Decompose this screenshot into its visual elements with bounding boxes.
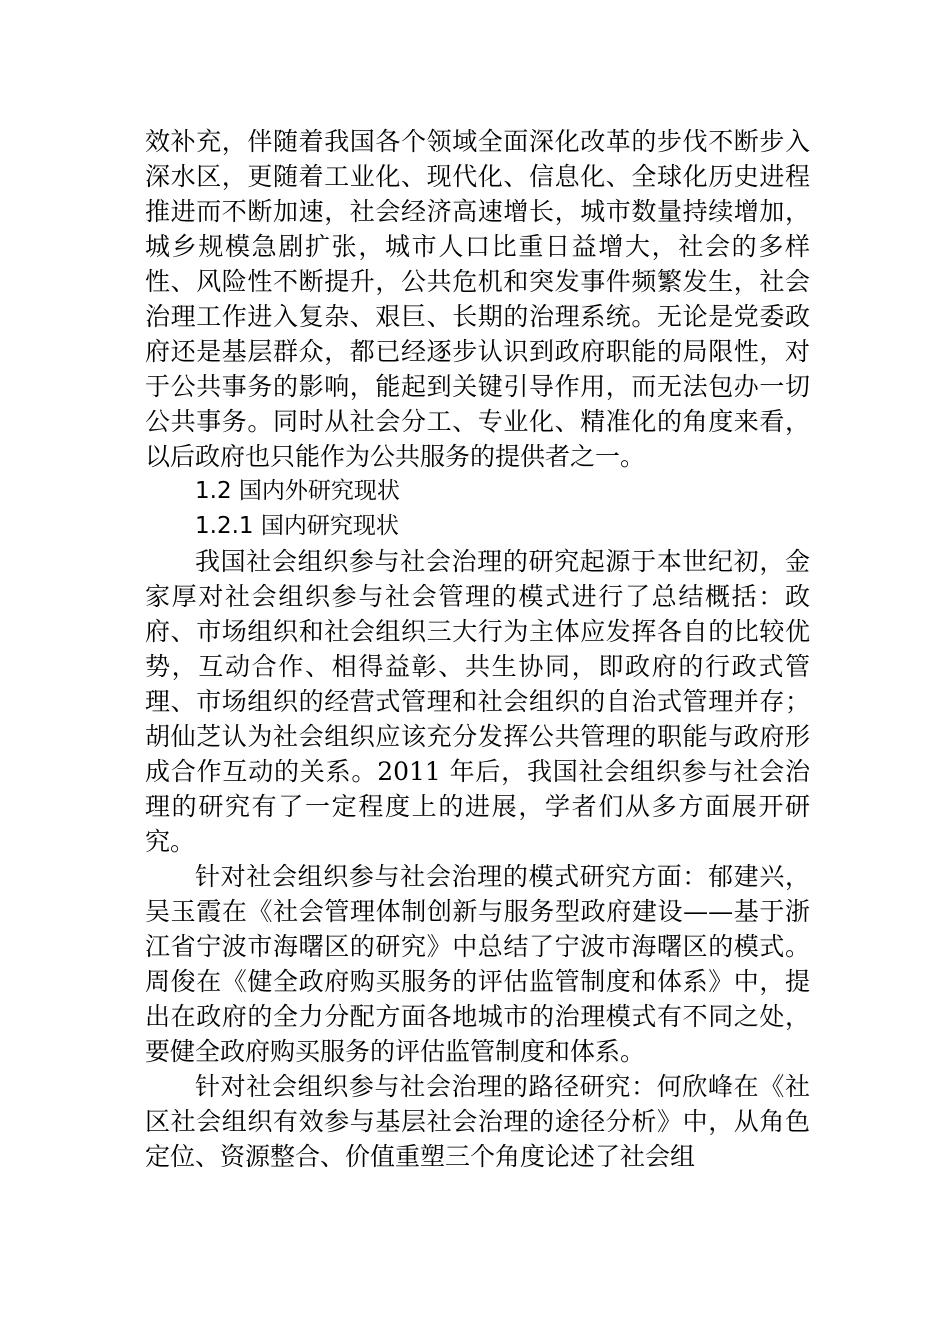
paragraph-intro: 效补充，伴随着我国各个领域全面深化改革的步伐不断步入深水区，更随着工业化、现代化、信息化、全球化历史进程推进而不断加速，社会经济高速增长，城市数量持续增加，城乡规模急剧扩张，城市人口比重日益增大，社会的多样性、风险性不断提升，公共危机和突发事件频繁发生，社会治理工作进入复杂、艰巨、长期的治理系统。无论是党委政府还是基层群众，都已经逐步认识到政府职能的局限性，对于公共事务的影响，能起到关键引导作用，而无法包办一切公共事务。同时从社会分工、专业化、精准化的角度来看，以后政府也只能作为公共服务的提供者之一。 xyxy=(145,127,810,471)
paragraph-domestic-paths: 针对社会组织参与社会治理的路径研究：何欣峰在《社区社会组织有效参与基层社会治理的途径分析》中，从角色定位、资源整合、价值重塑三个角度论述了社会组 xyxy=(145,1072,810,1171)
paragraph-domestic-models: 针对社会组织参与社会治理的模式研究方面：郁建兴，吴玉霞在《社会管理体制创新与服务型政府建设——基于浙江省宁波市海曙区的研究》中总结了宁波市海曙区的模式。周俊在《健全政府购买服务的评估监管制度和体系》中，提出在政府的全力分配方面各地城市的治理模式有不同之处，要健全政府购买服务的评估监管制度和体系。 xyxy=(145,862,810,1066)
subsection-heading-1-2-1: 1.2.1 国内研究现状 xyxy=(195,513,399,539)
paragraph-domestic-origin: 我国社会组织参与社会治理的研究起源于本世纪初，金家厚对社会组织参与社会管理的模式进行了总结概括：政府、市场组织和社会组织三大行为主体应发挥各自的比较优势，互动合作、相得益彰、共生协同，即政府的行政式管理、市场组织的经营式管理和社会组织的自治式管理并存；胡仙芝认为社会组织应该充分发挥公共管理的职能与政府形成合作互动的关系。2011 年后，我国社会组织参与社会治理的研究有了一定程度上的进展，学者们从多方面展开研究。 xyxy=(145,547,810,856)
document-body xyxy=(145,124,810,1174)
section-heading-1-2: 1.2 国内外研究现状 xyxy=(195,478,400,504)
